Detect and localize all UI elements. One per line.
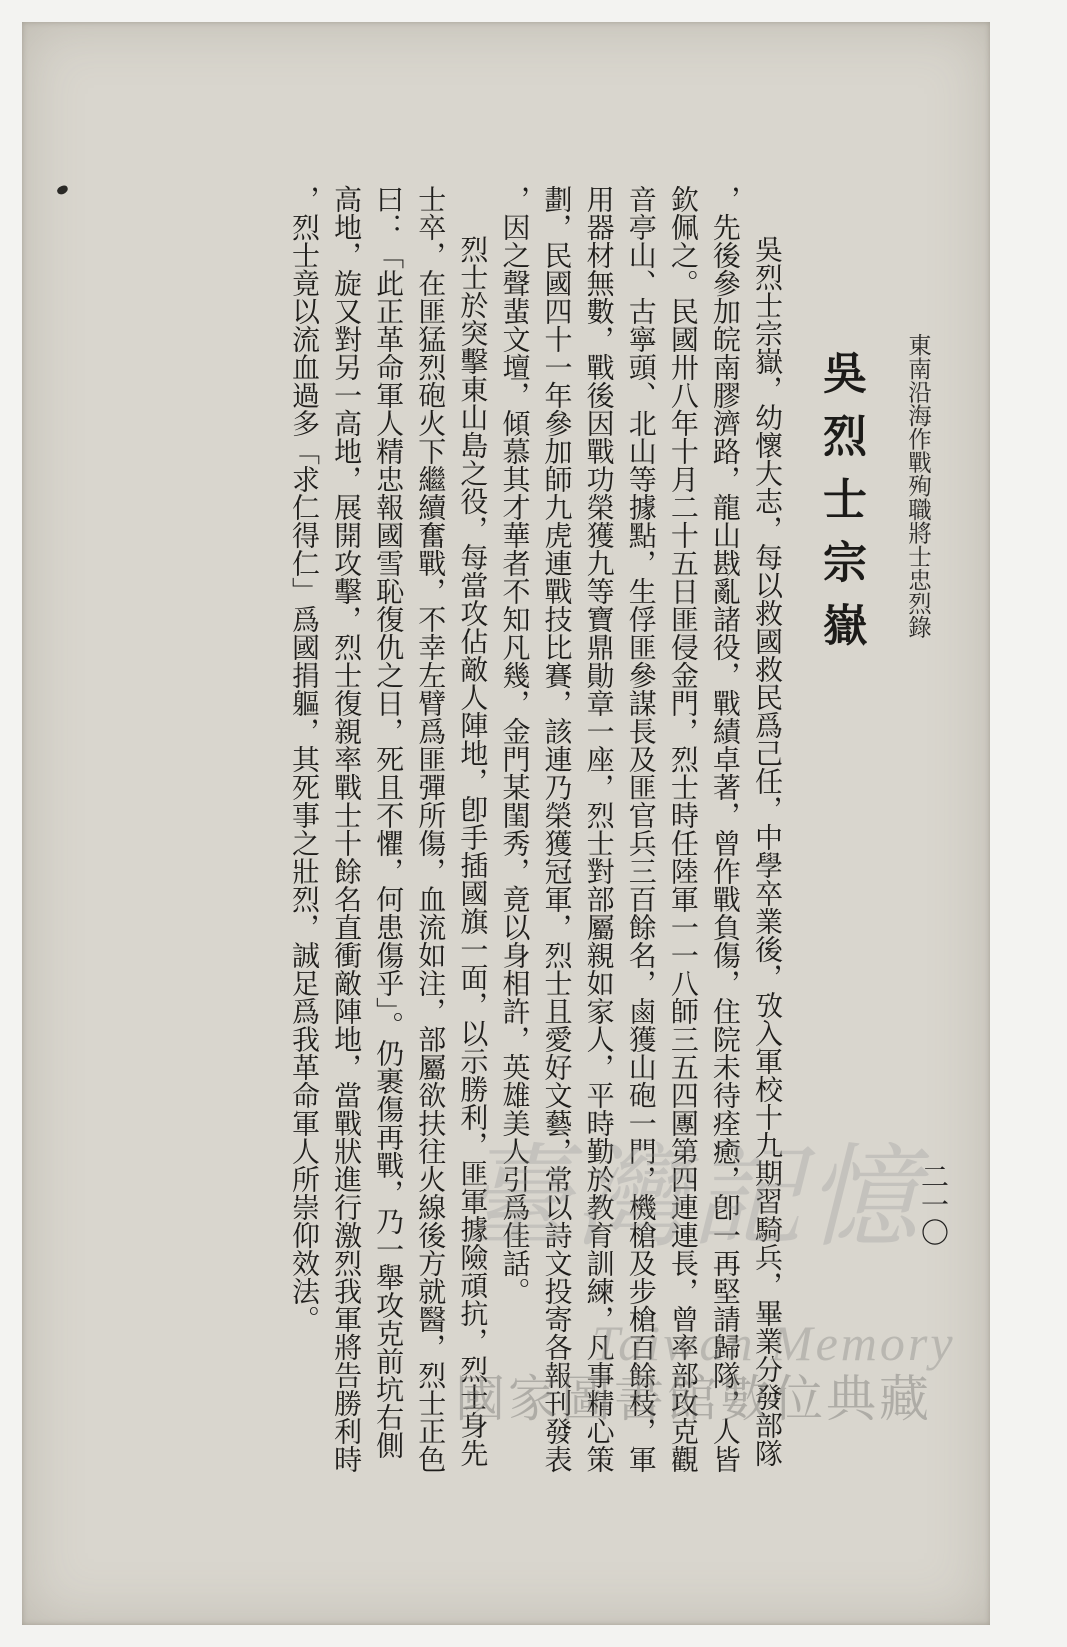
body-column: 烈士於突擊東山島之役，每當攻佔敵人陣地，卽手插國旗一面，以示勝利，匪軍據險頑抗，烈士身先	[456, 235, 490, 1467]
body-column: 士卒，在匪猛烈砲火下繼續奮戰，不幸左臂爲匪彈所傷，血流如注，部屬欲扶往火線後方就醫，烈士正色	[414, 185, 448, 1473]
body-column: 劃，民國四十一年參加師九虎連戰技比賽，該連乃榮獲冠軍，烈士且愛好文藝，常以詩文投寄各報刊發表	[540, 185, 574, 1473]
page-number: 二一〇	[917, 1162, 950, 1246]
body-column: 高地，旋又對另一高地，展開攻擊，烈士復親率戰士十餘名直衝敵陣地，當戰狀進行激烈我軍將告勝利時	[330, 185, 364, 1473]
watermark-english: Taiwan Memory	[592, 1315, 956, 1371]
body-column: ，烈士竟以流血過多「求仁得仁」爲國捐軀，其死事之壯烈，誠足爲我革命軍人所崇仰效法。	[287, 185, 321, 1333]
watermark-logo: 臺灣記憶	[458, 1133, 922, 1263]
body-column: 用器材無數，戰後因戰功榮獲九等寶鼎勛章一座，烈士對部屬親如家人，平時勤於教育訓練，凡事精心策	[582, 185, 616, 1473]
body-column: ，因之聲蜚文壇，傾慕其才華者不知凡幾，金門某閨秀，竟以身相許，英雄美人引爲佳話。	[498, 185, 532, 1305]
body-column: ，先後參加皖南膠濟路，龍山戡亂諸役，戰績卓著，曾作戰負傷，住院未待痊癒，卽一再堅請歸隊，人皆	[708, 185, 742, 1473]
body-column: 欽佩之。民國卅八年十月二十五日匪侵金門，烈士時任陸軍一一八師三五四團第四連連長，曾率部攻克觀	[666, 185, 700, 1473]
paragraph-1	[498, 185, 784, 1473]
body-column: 曰：「此正革命軍人精忠報國雪恥復仇之日，死且不懼，何患傷乎」。仍裹傷再戰，乃一舉攻克前坑右側	[372, 185, 406, 1459]
body-column: 音亭山、古寧頭、北山等據點，生俘匪參謀長及匪官兵三百餘名，鹵獲山砲一門，機槍及步槍百餘枝，軍	[624, 185, 658, 1473]
watermark-institution: 國家圖書館數位典藏	[455, 1370, 932, 1428]
article-body	[287, 185, 784, 1473]
body-column: 吳烈士宗嶽，幼懷大志，每以救國救民爲己任，中學卒業後，攷入軍校十九期習騎兵，畢業分發部隊	[751, 235, 784, 1467]
running-header: 東南沿海作戰殉職將士忠烈錄	[904, 333, 932, 639]
article-title: 吳烈士宗嶽	[815, 350, 866, 665]
paragraph-2	[287, 185, 490, 1473]
